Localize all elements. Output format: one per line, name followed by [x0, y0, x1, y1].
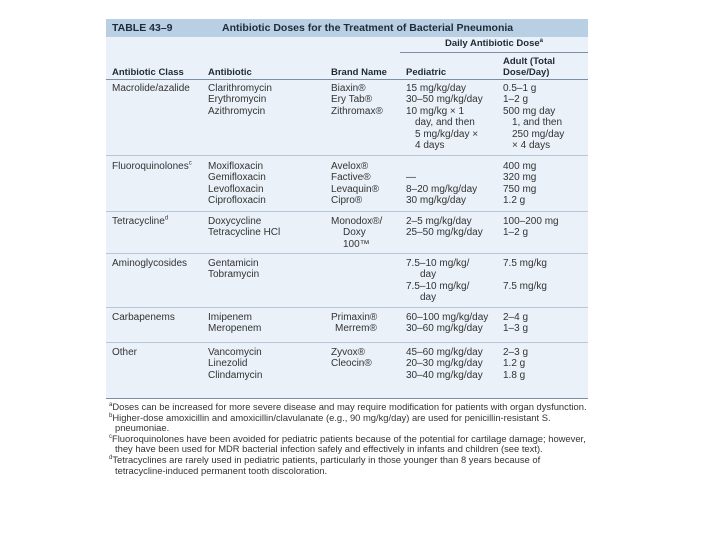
pediatric-dose: 10 mg/kg × 1: [406, 105, 465, 117]
class-carbapenems: [112, 312, 175, 323]
adult-dose-list: [503, 312, 528, 335]
adult-dose: 2–4 g: [503, 312, 529, 323]
pediatric-dose: 30–40 mg/kg/day: [406, 369, 483, 381]
brand-list: [331, 216, 382, 250]
drug-list: [208, 258, 259, 281]
pediatric-dose-list: [406, 347, 483, 381]
drug-name: Doxycycline: [208, 216, 262, 227]
pediatric-dose: [406, 161, 477, 172]
adult-dose: 0.5–1 g: [503, 83, 537, 94]
group-header-label: Daily Antibiotic Dose: [444, 38, 540, 49]
pediatric-dose: 7.5–10 mg/kg/: [406, 258, 470, 269]
drug-name: Gentamicin: [208, 258, 259, 269]
brand-name: Ery Tab®: [331, 94, 373, 106]
section-divider: [106, 307, 588, 308]
col-header-class: Antibiotic Class: [112, 67, 184, 78]
adult-dose: 320 mg: [503, 172, 537, 184]
drug-list: [208, 83, 272, 117]
brand-name: Levaquin®: [331, 183, 379, 195]
class-tetracycline: [112, 216, 168, 227]
class-label: Fluoroquinolones: [112, 161, 189, 172]
pediatric-dose-list: [406, 83, 483, 151]
brand-name: Doxy: [343, 227, 366, 239]
footnote-mark: d: [109, 454, 113, 461]
section-divider: [106, 155, 588, 156]
brand-list: [331, 347, 372, 370]
drug-name: Gemifloxacin: [208, 172, 266, 184]
pediatric-dose: day, and then: [415, 117, 475, 129]
pediatric-dose: 4 days: [415, 140, 445, 152]
drug-name: Moxifloxacin: [208, 161, 264, 172]
brand-name: Cipro®: [331, 195, 363, 207]
drug-name: Tetracycline HCl: [208, 227, 281, 239]
brand-name: Zyvox®: [331, 347, 366, 358]
drug-name: Azithromycin: [208, 105, 266, 117]
pediatric-dose: day: [420, 292, 437, 304]
drug-name: Imipenem: [208, 312, 252, 323]
adult-dose-list: [503, 216, 559, 239]
class-label: Aminoglycosides: [112, 258, 188, 269]
adult-dose: 1–3 g: [503, 323, 529, 335]
section-divider: [106, 211, 588, 212]
section-divider: [106, 253, 588, 254]
adult-dose: × 4 days: [512, 140, 551, 152]
pediatric-dose: 2–5 mg/kg/day: [406, 216, 472, 227]
pediatric-dose-list: [406, 312, 488, 335]
footnote: [106, 413, 592, 434]
pediatric-dose: 15 mg/kg/day: [406, 83, 467, 94]
pediatric-dose-list: [406, 161, 477, 207]
footnote-text: Higher-dose amoxicillin and amoxicillin/clavulanate (e.g., 90 mg/kg/day) are used for penicillin-resistant S. pneumoniae.: [112, 411, 551, 434]
drug-name: Levofloxacin: [208, 183, 264, 195]
brand-name: Monodox®/: [331, 216, 383, 227]
section-divider: [106, 342, 588, 343]
drug-name: Vancomycin: [208, 347, 262, 358]
group-header: [400, 38, 588, 53]
footnote-mark: b: [109, 412, 113, 419]
adult-dose: 100–200 mg: [503, 216, 559, 227]
group-header-mark: a: [539, 37, 543, 44]
footnote-mark: c: [109, 433, 112, 440]
brand-name: Factive®: [331, 172, 371, 184]
class-label: Tetracycline: [112, 216, 165, 227]
brand-list: [331, 161, 379, 207]
brand-name: Primaxin®: [331, 312, 378, 323]
brand-name: 100™: [343, 238, 370, 250]
footnote: [106, 434, 592, 455]
col-header-brand: Brand Name: [331, 67, 387, 78]
footnote-text: Fluoroquinolones have been avoided for pediatric patients because of the potential for cartilage damage; however, they have been used for MDR bacterial infection safely and effectively in infants and children (see text).: [112, 432, 586, 455]
adult-dose-list: [503, 161, 536, 207]
adult-dose-list: [503, 258, 547, 292]
class-fluoroquinolones: [112, 161, 192, 172]
adult-dose: 250 mg/day: [512, 128, 565, 140]
drug-name: Clindamycin: [208, 369, 263, 381]
pediatric-dose: 30–60 mg/kg/day: [406, 323, 483, 335]
drug-list: [208, 347, 262, 381]
pediatric-dose: 25–50 mg/kg/day: [406, 227, 483, 239]
brand-name: Cleocin®: [331, 358, 372, 370]
footnote: [106, 455, 592, 476]
adult-dose: 2–3 g: [503, 347, 529, 358]
footnote-text: Tetracyclines are rarely used in pediatric patients, particularly in those younger than 8 years because of tetracycline-induced permanent tooth discoloration.: [112, 453, 541, 476]
brand-list: [331, 83, 383, 117]
drug-list: [208, 216, 280, 239]
adult-dose-list: [503, 83, 564, 151]
footnote-mark: a: [109, 401, 113, 408]
table-number: TABLE 43–9: [112, 22, 173, 34]
brand-name: Avelox®: [331, 161, 369, 172]
adult-dose: 400 mg: [503, 161, 537, 172]
drug-name: Erythromycin: [208, 94, 267, 106]
pediatric-dose: —: [406, 172, 416, 184]
brand-name: Zithromax®: [331, 105, 383, 117]
pediatric-dose: 30 mg/kg/day: [406, 195, 467, 207]
brand-name: Biaxin®: [331, 83, 366, 94]
adult-dose: 7.5 mg/kg: [503, 280, 547, 292]
adult-dose: 1, and then: [512, 117, 563, 129]
adult-dose-list: [503, 347, 528, 381]
class-aminoglycosides: [112, 258, 187, 269]
pediatric-dose: 60–100 mg/kg/day: [406, 312, 489, 323]
drug-name: Clarithromycin: [208, 83, 272, 94]
drug-name: Linezolid: [208, 358, 248, 370]
footnote-mark: d: [164, 215, 169, 222]
brand-list: [331, 312, 377, 335]
drug-list: [208, 161, 266, 207]
drug-name: Ciprofloxacin: [208, 195, 266, 207]
pediatric-dose: 5 mg/kg/day ×: [415, 128, 479, 140]
pediatric-dose: 45–60 mg/kg/day: [406, 347, 483, 358]
class-macrolide: [112, 83, 190, 94]
class-label: Carbapenems: [112, 312, 175, 323]
class-label: Macrolide/azalide: [112, 83, 190, 94]
brand-name: Merrem®: [335, 323, 377, 335]
footnotes: [106, 402, 592, 476]
pediatric-dose-list: [406, 258, 469, 304]
adult-dose: 1–2 g: [503, 227, 529, 239]
pediatric-dose-list: [406, 216, 483, 239]
adult-dose: 1–2 g: [503, 94, 529, 106]
header-rule: [106, 79, 588, 80]
class-other: [112, 347, 137, 358]
adult-dose: 500 mg day: [503, 105, 556, 117]
pediatric-dose: 30–50 mg/kg/day: [406, 94, 483, 106]
adult-dose: 7.5 mg/kg: [503, 258, 547, 269]
table-title-bar: [106, 19, 588, 37]
col-header-adult: [503, 56, 555, 78]
adult-dose: 1.2 g: [503, 358, 526, 370]
adult-dose: 750 mg: [503, 183, 537, 195]
footnote-mark: c: [188, 160, 192, 167]
col-header-adult-line: Adult (Total: [503, 56, 556, 67]
col-header-adult-line: Dose/Day): [503, 67, 550, 78]
drug-name: Meropenem: [208, 323, 262, 335]
pediatric-dose: 8–20 mg/kg/day: [406, 183, 478, 195]
pediatric-dose: day: [420, 269, 437, 281]
col-header-antibiotic: Antibiotic: [208, 67, 252, 78]
drug-list: [208, 312, 261, 335]
adult-dose: 1.8 g: [503, 369, 526, 381]
table-title: Antibiotic Doses for the Treatment of Bacterial Pneumonia: [222, 22, 514, 34]
drug-name: Tobramycin: [208, 269, 260, 281]
footnote-text: Doses can be increased for more severe disease and may require modification for patients with organ dysfunction.: [112, 401, 587, 412]
pediatric-dose: 20–30 mg/kg/day: [406, 358, 483, 370]
adult-dose: 1.2 g: [503, 195, 526, 207]
pediatric-dose: 7.5–10 mg/kg/: [406, 280, 470, 292]
class-label: Other: [112, 347, 138, 358]
col-header-pediatric: Pediatric: [406, 67, 447, 78]
